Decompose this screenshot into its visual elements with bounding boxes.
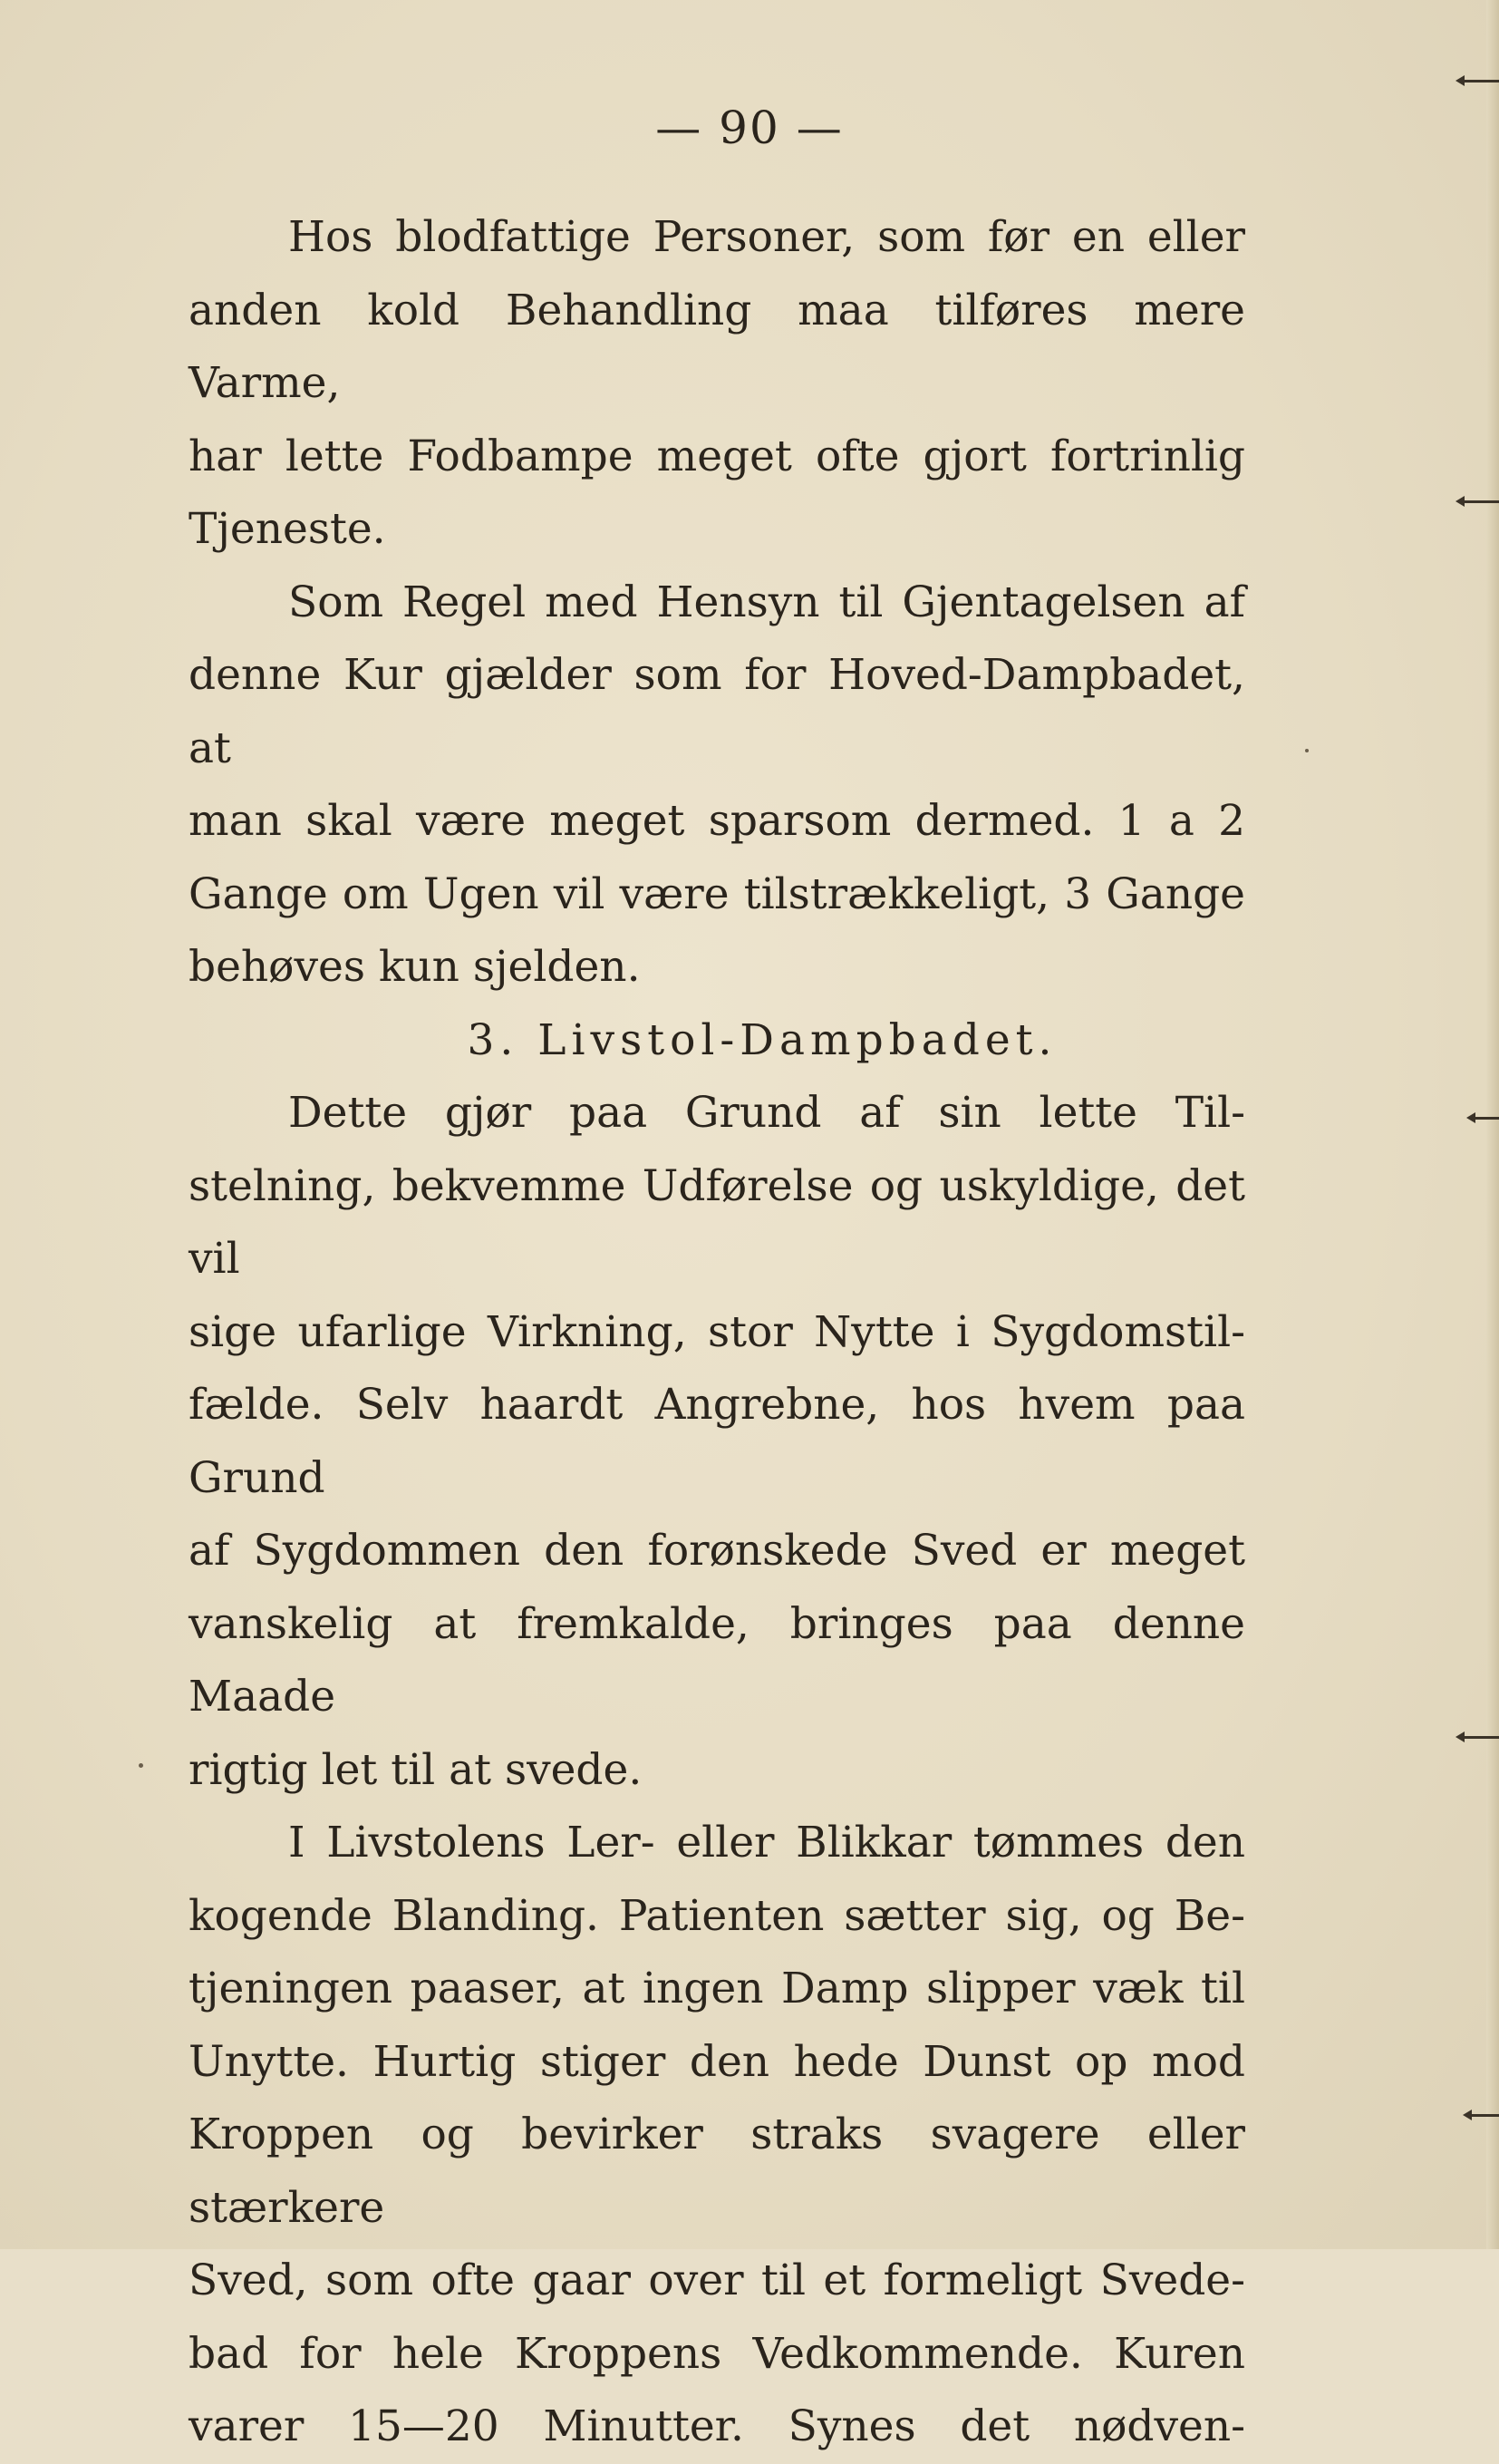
text-line: tjeningen paaser, at ingen Damp slipper væk til [189,1964,1245,2013]
edge-tab-mark [1472,1117,1499,1120]
edge-tab-mark [1468,2114,1499,2117]
text-line: har lette Fodbampe meget ofte gjort fortrinlig [189,431,1245,481]
text-line: Gange om Ugen vil være tilstrækkeligt, 3 Gange [189,868,1245,919]
paper-speck [139,1763,143,1768]
edge-tab-mark [1461,1736,1499,1739]
text-line: Tjeneste. [189,504,386,554]
text-line: kogende Blanding. Patienten sætter sig, og Be- [189,1890,1245,1941]
body-text [189,201,1245,2464]
text-line: Hos blodfattige Personer, som før en eller [288,212,1245,262]
text-line: varer 15—20 Minutter. Synes det nødven- [189,2401,1245,2451]
text-line: rigtig let til at svede. [189,1744,643,1795]
text-line: Som Regel med Hensyn til Gjentagelsen af [288,577,1245,627]
paper-speck [1305,749,1309,752]
text-line: I Livstolens Ler- eller Blikkar tømmes den [288,1818,1245,1867]
edge-tab-mark [1461,80,1499,82]
text-line: vanskelig at fremkalde, bringes paa denne Maade [189,1598,1245,1722]
text-line: Sved, som ofte gaar over til et formeligt Svede- [189,2255,1245,2305]
text-line: stelning, bekvemme Udførelse og uskyldige, det vil [189,1160,1245,1284]
text-line: behøves kun sjelden. [189,942,641,992]
text-line: fælde. Selv haardt Angrebne, hos hvem paa Grund [189,1380,1245,1503]
section-heading: 3. Livstol-Dampbadet. [467,1014,1058,1065]
text-line: denne Kur gjælder som for Hoved-Dampbadet, at [189,650,1245,773]
text-line: man skal være meget sparsom dermed. 1 a 2 [189,796,1245,846]
edge-tab-mark [1461,500,1499,503]
text-line: Unytte. Hurtig stiger den hede Dunst op mod [189,2036,1245,2087]
text-line: sige ufarlige Virkning, stor Nytte i Sygdomstil- [189,1306,1245,1357]
page-edge [1486,0,1499,2249]
text-line: anden kold Behandling maa tilføres mere Varme, [189,285,1245,408]
text-line: bad for hele Kroppens Vedkommende. Kuren [189,2328,1245,2379]
text-line: Dette gjør paa Grund af sin lette Til- [288,1088,1245,1138]
text-line: Kroppen og bevirker straks svagere eller stærkere [189,2110,1245,2233]
page-number: — 90 — [655,102,844,154]
text-line: af Sygdommen den forønskede Sved er meget [189,1526,1245,1576]
